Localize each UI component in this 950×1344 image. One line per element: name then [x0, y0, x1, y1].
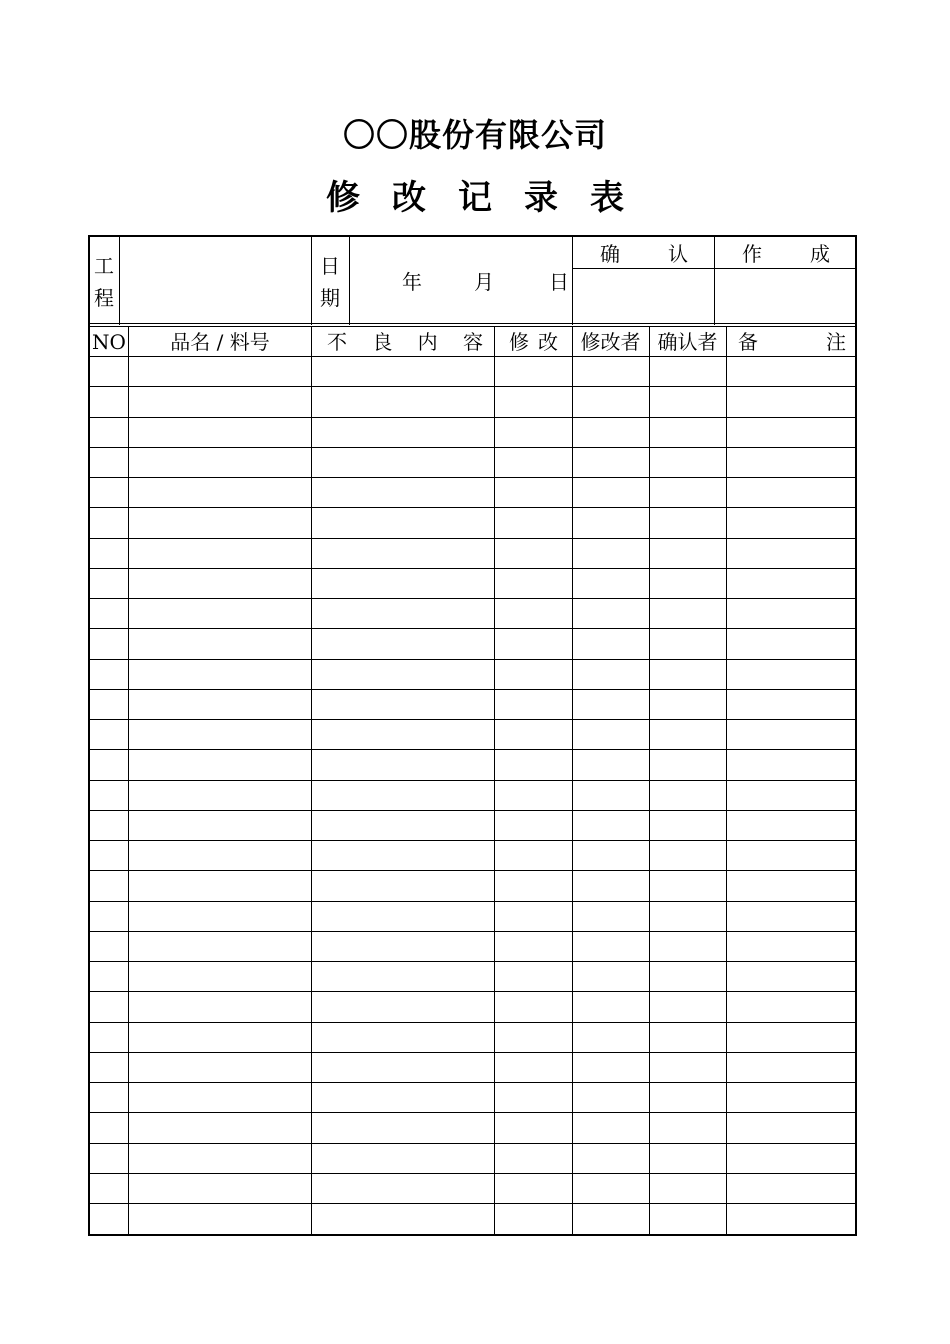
col-header-modify-char: 修 [509, 330, 529, 354]
table-row-line [89, 991, 856, 992]
table-row-line [89, 810, 856, 811]
table-row-line [89, 507, 856, 508]
table-row-line [89, 477, 856, 478]
form-title-char: 记 [458, 178, 492, 218]
process-label: 工 [94, 254, 114, 278]
col-header-remarks [726, 328, 856, 356]
process-value[interactable] [125, 250, 305, 310]
table-row-line [89, 447, 856, 448]
company-name: 〇〇股份有限公司 [342, 116, 607, 154]
col-header-defect-char: 不 [327, 330, 347, 354]
col-header-confirmer: 确认者 [657, 330, 718, 354]
table-row-line [89, 598, 856, 599]
table-row-line [89, 538, 856, 539]
date-label: 日 [320, 254, 340, 278]
table-row-line [89, 1082, 856, 1083]
col-header-defect [311, 328, 495, 356]
col-header-remarks-char: 注 [826, 330, 846, 354]
form-title-char: 录 [524, 178, 558, 218]
table-row-line [89, 1112, 856, 1113]
table-row-line [89, 568, 856, 569]
col-header-modifier: 修改者 [580, 330, 641, 354]
form-title-char: 改 [392, 178, 426, 218]
prepared-label: 成 [810, 242, 830, 266]
divider [714, 237, 715, 325]
date-month-unit: 月 [474, 270, 494, 294]
table-row-line [89, 1203, 856, 1204]
date-day-unit: 日 [549, 270, 569, 294]
divider [119, 237, 120, 325]
divider [311, 237, 312, 325]
col-header-defect-char: 内 [417, 330, 438, 354]
table-row-line [89, 386, 856, 387]
table-row-line [89, 961, 856, 962]
table-row-line [89, 749, 856, 750]
confirm-signature-box[interactable] [576, 272, 710, 320]
form-title [0, 170, 950, 219]
prepared-label: 作 [742, 242, 762, 266]
prepared-signature-box[interactable] [718, 272, 852, 320]
table-row-line [89, 1143, 856, 1144]
table-row-line [89, 840, 856, 841]
divider [572, 237, 573, 325]
table-row-line [89, 1052, 856, 1053]
table-row-line [89, 417, 856, 418]
table-row-line [89, 628, 856, 629]
col-header-remarks-char: 备 [738, 330, 758, 354]
table-row-line [89, 780, 856, 781]
date-year-unit: 年 [402, 270, 422, 294]
table-row-line [89, 931, 856, 932]
divider [572, 268, 856, 269]
table-row-line [89, 1173, 856, 1174]
table-row-line [89, 901, 856, 902]
col-header-no: NO [92, 330, 126, 354]
col-header-modify-char: 改 [538, 330, 558, 354]
col-header-defect-char: 容 [462, 330, 483, 354]
table-row-line [89, 1022, 856, 1023]
divider [349, 237, 350, 325]
table-row-line [89, 870, 856, 871]
col-header-modify [495, 328, 572, 356]
confirm-label: 确 [600, 242, 620, 266]
form-title-char: 修 [326, 178, 360, 218]
confirm-label: 认 [668, 242, 688, 266]
form-title-char: 表 [590, 178, 624, 218]
divider [89, 356, 856, 357]
divider [89, 326, 856, 327]
col-header-defect-char: 良 [372, 330, 393, 354]
process-label: 程 [94, 286, 114, 310]
date-label: 期 [320, 286, 340, 310]
table-row-line [89, 689, 856, 690]
divider [89, 323, 856, 324]
table-row-line [89, 719, 856, 720]
table-row-line [89, 659, 856, 660]
col-header-part: 品名 / 料号 [170, 330, 270, 354]
